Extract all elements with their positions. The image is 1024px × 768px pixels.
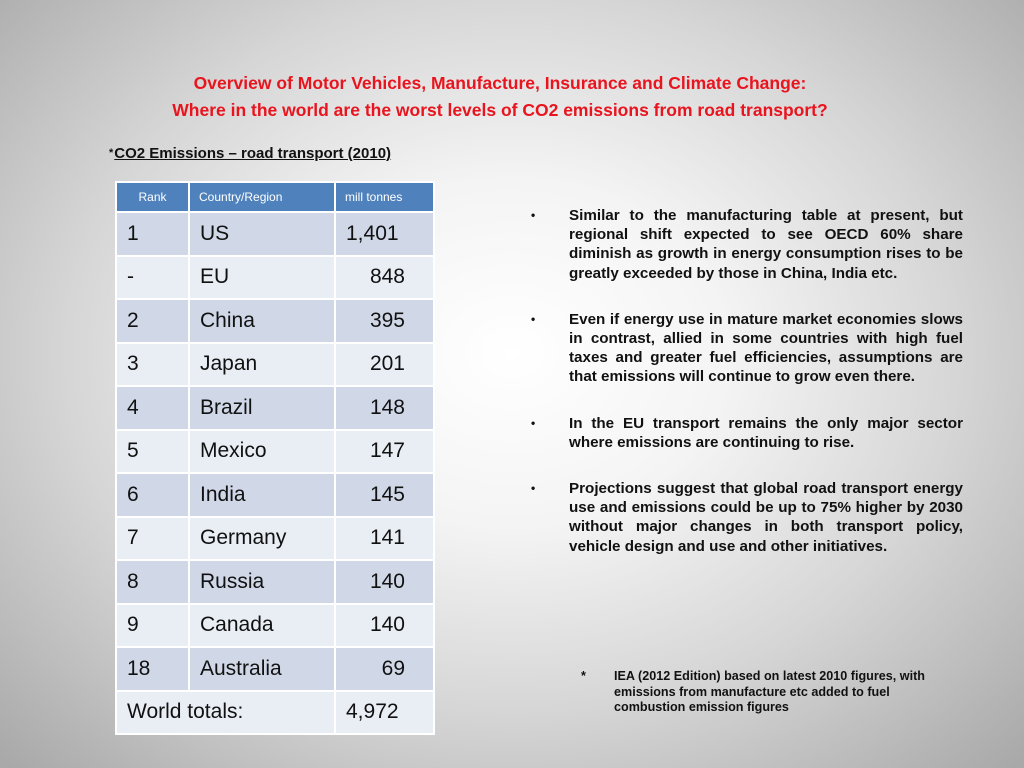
value-cell: 141 xyxy=(335,517,434,561)
value-cell: 147 xyxy=(335,430,434,474)
rank-cell: 5 xyxy=(116,430,189,474)
bullet-dot-icon: • xyxy=(531,415,536,430)
table-row xyxy=(116,430,434,474)
table-subtitle xyxy=(109,145,391,162)
rank-cell: 18 xyxy=(116,647,189,691)
rank-cell: 6 xyxy=(116,473,189,517)
rank-cell: 3 xyxy=(116,343,189,387)
country-cell: Mexico xyxy=(189,430,335,474)
bullet-text: Projections suggest that global road transport energy use and emissions could be up to 75% higher by 2030 without major changes in both transport policy, vehicle design and use and other initiatives. xyxy=(569,480,963,555)
bullet-text: Even if energy use in mature market economies slows in contrast, allied in some countries with high fuel taxes and greater fuel efficiencies, assumptions are that emissions will continue to grow even there. xyxy=(569,310,963,386)
table-header-row xyxy=(116,182,434,212)
header-country: Country/Region xyxy=(189,182,335,212)
country-cell: Japan xyxy=(189,343,335,387)
country-cell: Brazil xyxy=(189,386,335,430)
header-rank: Rank xyxy=(116,182,189,212)
footnote-text: IEA (2012 Edition) based on latest 2010 figures, with emissions from manufacture etc added to fuel combustion emission figures xyxy=(614,669,925,715)
bullet-text: In the EU transport remains the only major sector where emissions are continuing to rise. xyxy=(569,414,963,451)
table-row xyxy=(116,386,434,430)
emissions-table xyxy=(115,181,435,735)
country-cell: Australia xyxy=(189,647,335,691)
bullet-item xyxy=(530,310,963,387)
subtitle-text: CO2 Emissions – road transport (2010) xyxy=(114,145,392,162)
rank-cell: 9 xyxy=(116,604,189,648)
bullet-list xyxy=(530,206,963,583)
value-cell: 848 xyxy=(335,256,434,300)
table-row xyxy=(116,517,434,561)
table-row xyxy=(116,299,434,343)
country-cell: Russia xyxy=(189,560,335,604)
rank-cell: - xyxy=(116,256,189,300)
footnote-marker: * xyxy=(581,669,586,683)
table-row xyxy=(116,343,434,387)
header-value: mill tonnes xyxy=(335,182,434,212)
source-footnote xyxy=(581,669,956,716)
bullet-item xyxy=(530,206,963,283)
country-cell: Germany xyxy=(189,517,335,561)
rank-cell: 7 xyxy=(116,517,189,561)
bullet-text: Similar to the manufacturing table at present, but regional shift expected to see OECD 60% share diminish as growth in energy consumption rises to be greatly exceeded by those in China, India etc. xyxy=(569,207,963,282)
bullet-dot-icon: • xyxy=(531,311,536,326)
rank-cell: 8 xyxy=(116,560,189,604)
country-cell: India xyxy=(189,473,335,517)
value-cell: 201 xyxy=(335,343,434,387)
rank-cell: 1 xyxy=(116,212,189,256)
country-cell: EU xyxy=(189,256,335,300)
value-cell: 148 xyxy=(335,386,434,430)
bullet-dot-icon: • xyxy=(531,481,536,496)
table-row xyxy=(116,604,434,648)
table-total-row xyxy=(116,691,434,735)
total-label-cell: World totals: xyxy=(116,691,335,735)
subtitle-footnote-marker: * xyxy=(109,147,114,159)
bullet-item xyxy=(530,479,963,556)
table-row xyxy=(116,212,434,256)
table-row xyxy=(116,647,434,691)
value-cell: 140 xyxy=(335,604,434,648)
slide-title xyxy=(0,70,1000,124)
table-row xyxy=(116,560,434,604)
value-cell: 145 xyxy=(335,473,434,517)
table-body xyxy=(116,212,434,734)
bullet-dot-icon: • xyxy=(531,208,536,222)
value-cell: 140 xyxy=(335,560,434,604)
value-cell: 395 xyxy=(335,299,434,343)
country-cell: US xyxy=(189,212,335,256)
table-row xyxy=(116,473,434,517)
rank-cell: 4 xyxy=(116,386,189,430)
value-cell: 1,401 xyxy=(335,212,434,256)
slide-title-line-1: Overview of Motor Vehicles, Manufacture, Insurance and Climate Change: xyxy=(193,73,807,93)
value-cell: 69 xyxy=(335,647,434,691)
country-cell: China xyxy=(189,299,335,343)
slide-title-line-2: Where in the world are the worst levels of CO2 emissions from road transport? xyxy=(172,100,828,120)
total-value-cell: 4,972 xyxy=(335,691,434,735)
country-cell: Canada xyxy=(189,604,335,648)
bullet-item xyxy=(530,414,963,452)
table-row xyxy=(116,256,434,300)
rank-cell: 2 xyxy=(116,299,189,343)
